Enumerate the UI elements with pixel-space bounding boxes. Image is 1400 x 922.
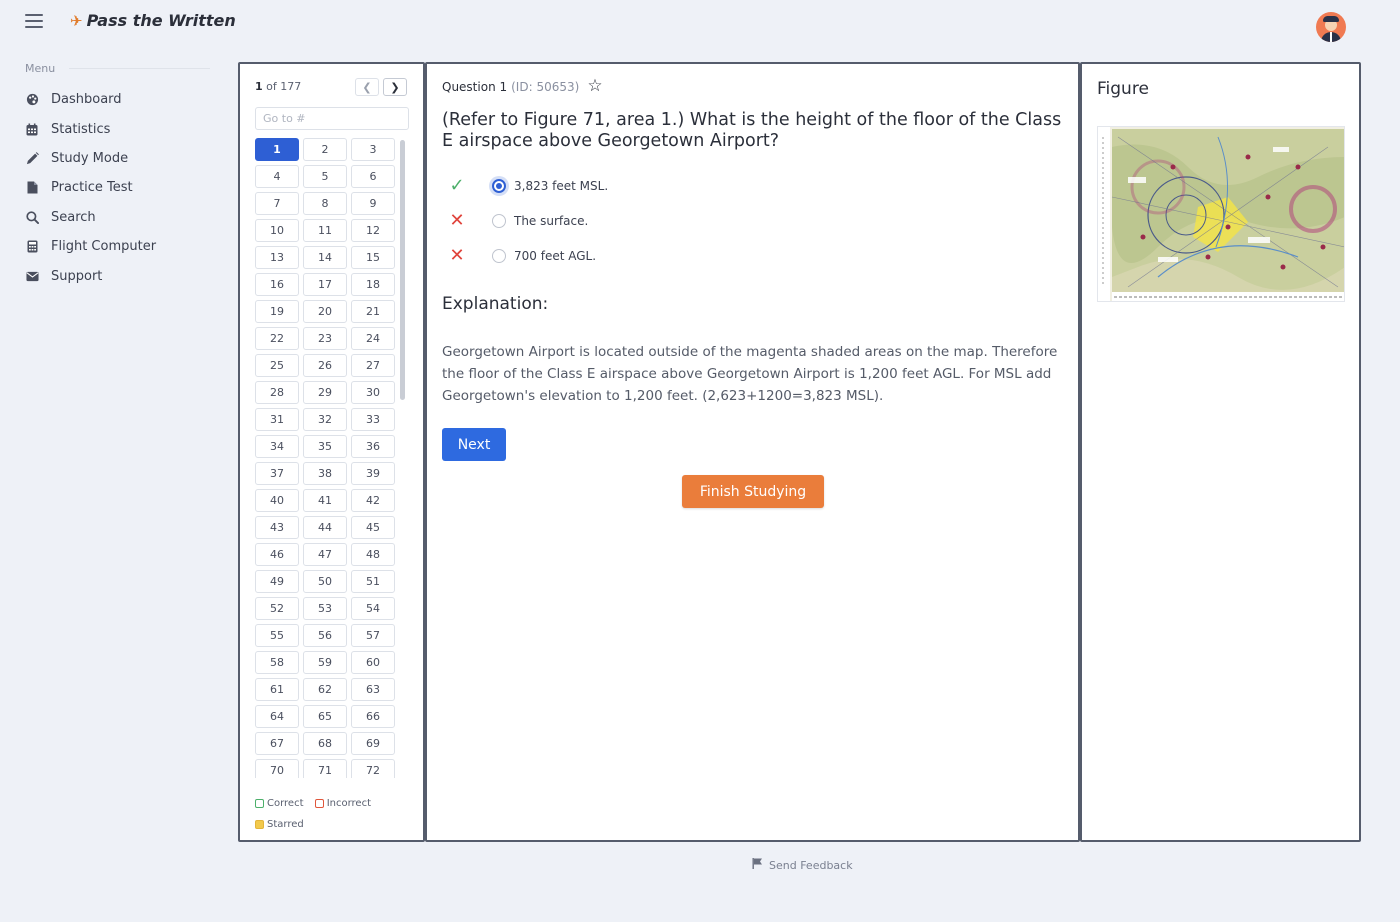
question-number-button[interactable]: 71 (303, 759, 347, 778)
menu-heading: Menu (25, 62, 210, 75)
answer-option[interactable] (442, 203, 608, 238)
question-number-button[interactable]: 50 (303, 570, 347, 593)
question-number-button[interactable]: 53 (303, 597, 347, 620)
sidebar-item-dashboard[interactable] (25, 85, 156, 114)
chevron-left-icon: ❮ (362, 80, 372, 94)
question-panel (425, 62, 1080, 842)
question-number-button[interactable]: 45 (351, 516, 395, 539)
question-number-button[interactable]: 61 (255, 678, 299, 701)
question-number-button[interactable]: 64 (255, 705, 299, 728)
answer-label: 3,823 feet MSL. (514, 178, 609, 193)
question-number-button[interactable]: 12 (351, 219, 395, 242)
question-number-button[interactable]: 7 (255, 192, 299, 215)
question-number-button[interactable]: 51 (351, 570, 395, 593)
sidebar-item-label: Practice Test (51, 180, 133, 196)
question-label: Question 1 (442, 79, 508, 94)
question-number-button[interactable]: 10 (255, 219, 299, 242)
question-number-button[interactable]: 6 (351, 165, 395, 188)
question-number-button[interactable]: 42 (351, 489, 395, 512)
question-grid (255, 138, 411, 778)
question-number-button[interactable]: 68 (303, 732, 347, 755)
navigator-arrows (355, 78, 407, 96)
question-number-button[interactable]: 20 (303, 300, 347, 323)
question-number-button[interactable]: 43 (255, 516, 299, 539)
question-header (442, 78, 603, 95)
question-number-button[interactable]: 15 (351, 246, 395, 269)
goto-question-input[interactable] (255, 107, 409, 130)
question-number-button[interactable]: 31 (255, 408, 299, 431)
question-number-button[interactable]: 23 (303, 327, 347, 350)
question-number-button[interactable]: 35 (303, 435, 347, 458)
question-number-button[interactable]: 30 (351, 381, 395, 404)
question-number-button[interactable]: 40 (255, 489, 299, 512)
total-questions: of 177 (266, 80, 302, 93)
question-number-button[interactable]: 41 (303, 489, 347, 512)
question-number-button[interactable]: 36 (351, 435, 395, 458)
question-number-button[interactable]: 47 (303, 543, 347, 566)
document-icon (25, 181, 39, 195)
explanation-text: Georgetown Airport is located outside of the magenta shaded areas on the map. Therefore the floor of the Class E airspace above Georgetown Airport is 1,200 feet AGL. For MSL add Georgetown's elevation to 1,200 feet. (2,623+1200=3,823 MSL). (442, 344, 1058, 404)
answer-label: 700 feet AGL. (514, 248, 597, 263)
figure-heading: Figure (1097, 79, 1149, 99)
palette-icon (25, 93, 39, 107)
figure-panel (1080, 62, 1361, 842)
question-id: (ID: 50653) (511, 79, 580, 94)
answer-option[interactable] (442, 168, 608, 203)
plane-logo-icon: ✈ (70, 11, 83, 30)
question-number-button[interactable]: 17 (303, 273, 347, 296)
legend-incorrect (315, 794, 371, 813)
question-number-button[interactable]: 49 (255, 570, 299, 593)
legend-starred (255, 815, 304, 834)
starred-swatch (255, 820, 264, 829)
user-avatar[interactable] (1316, 12, 1346, 42)
question-number-button[interactable]: 55 (255, 624, 299, 647)
chevron-right-icon: ❯ (390, 80, 400, 94)
question-number-button[interactable]: 48 (351, 543, 395, 566)
question-number-button[interactable]: 14 (303, 246, 347, 269)
question-number-button[interactable]: 32 (303, 408, 347, 431)
question-number-button[interactable]: 24 (351, 327, 395, 350)
question-number-button[interactable]: 34 (255, 435, 299, 458)
envelope-icon (25, 269, 39, 283)
question-number-button[interactable]: 60 (351, 651, 395, 674)
question-number-button[interactable]: 65 (303, 705, 347, 728)
question-number-button[interactable]: 19 (255, 300, 299, 323)
next-question-button[interactable] (383, 78, 407, 96)
sidebar-item-flight-computer[interactable] (25, 232, 156, 261)
explanation-heading: Explanation: (442, 294, 549, 314)
question-number-button[interactable]: 72 (351, 759, 395, 778)
question-number-button[interactable]: 16 (255, 273, 299, 296)
star-icon[interactable]: ☆ (587, 76, 603, 96)
x-mark-icon: ✕ (449, 245, 465, 266)
sidebar-item-support[interactable] (25, 261, 156, 290)
prev-question-button[interactable] (355, 78, 379, 96)
sidebar-menu (25, 85, 156, 291)
correct-swatch (255, 799, 264, 808)
sidebar-item-label: Study Mode (51, 150, 129, 166)
calculator-icon (25, 240, 39, 254)
sidebar-item-statistics[interactable] (25, 114, 156, 143)
sidebar-item-label: Dashboard (51, 92, 122, 108)
sidebar-item-label: Flight Computer (51, 239, 157, 255)
sidebar-item-label: Search (51, 209, 96, 225)
app-title: Pass the Written (86, 11, 236, 30)
sectional-chart-thumbnail[interactable] (1097, 126, 1345, 302)
question-counter (255, 80, 301, 93)
menu-toggle-icon[interactable] (25, 14, 43, 28)
question-number-button[interactable]: 26 (303, 354, 347, 377)
legend-correct (255, 794, 304, 813)
checkmark-icon: ✓ (449, 175, 465, 196)
answer-label: The surface. (514, 213, 589, 228)
status-legend (255, 794, 415, 836)
question-grid-scrollbar[interactable] (400, 140, 405, 400)
question-text: (Refer to Figure 71, area 1.) What is the height of the floor of the Class E airspace above Georgetown Airport? (442, 110, 1062, 151)
send-feedback-label: Send Feedback (769, 858, 853, 872)
question-number-button[interactable]: 46 (255, 543, 299, 566)
sidebar-item-label: Support (51, 268, 103, 284)
question-number-button[interactable]: 3 (351, 138, 395, 161)
sidebar-item-study-mode[interactable] (25, 144, 156, 173)
question-number-button[interactable]: 58 (255, 651, 299, 674)
search-icon (25, 210, 39, 224)
question-number-button[interactable]: 27 (351, 354, 395, 377)
question-number-button[interactable]: 59 (303, 651, 347, 674)
answer-radio[interactable] (492, 214, 506, 228)
question-number-button[interactable]: 38 (303, 462, 347, 485)
sidebar-item-search[interactable] (25, 203, 156, 232)
calendar-icon (25, 122, 39, 136)
legend-incorrect-label: Incorrect (326, 798, 371, 809)
question-number-button[interactable]: 9 (351, 192, 395, 215)
sidebar-item-practice-test[interactable] (25, 173, 156, 202)
flag-icon (752, 858, 763, 872)
question-number-button[interactable]: 29 (303, 381, 347, 404)
question-number-button[interactable]: 44 (303, 516, 347, 539)
avatar-tie (1330, 32, 1332, 42)
app-logo[interactable] (70, 11, 236, 30)
question-number-button[interactable]: 2 (303, 138, 347, 161)
avatar-cap (1323, 16, 1339, 22)
question-number-button[interactable]: 52 (255, 597, 299, 620)
x-mark-icon: ✕ (449, 210, 465, 231)
legend-starred-label: Starred (267, 819, 304, 830)
answer-radio[interactable] (492, 179, 506, 193)
question-number-button[interactable]: 13 (255, 246, 299, 269)
question-number-button[interactable]: 25 (255, 354, 299, 377)
question-number-button[interactable]: 28 (255, 381, 299, 404)
answer-radio[interactable] (492, 249, 506, 263)
finish-studying-button[interactable]: Finish Studying (682, 475, 824, 508)
question-navigator (238, 62, 425, 842)
question-number-button[interactable]: 57 (351, 624, 395, 647)
question-number-button[interactable]: 66 (351, 705, 395, 728)
answer-list (442, 168, 608, 273)
legend-correct-label: Correct (267, 798, 304, 809)
question-number-button[interactable]: 1 (255, 138, 299, 161)
answer-option[interactable] (442, 238, 608, 273)
question-grid-scroll[interactable] (255, 138, 411, 778)
question-number-button[interactable]: 39 (351, 462, 395, 485)
question-number-button[interactable]: 22 (255, 327, 299, 350)
sectional-chart-image (1098, 127, 1345, 302)
question-number-button[interactable]: 56 (303, 624, 347, 647)
question-number-button[interactable]: 62 (303, 678, 347, 701)
question-number-button[interactable]: 67 (255, 732, 299, 755)
question-number-button[interactable]: 4 (255, 165, 299, 188)
question-number-button[interactable]: 63 (351, 678, 395, 701)
sidebar-item-label: Statistics (51, 121, 111, 137)
send-feedback-link[interactable] (752, 858, 853, 872)
question-number-button[interactable]: 54 (351, 597, 395, 620)
incorrect-swatch (315, 799, 324, 808)
pencil-icon (25, 151, 39, 165)
question-number-button[interactable]: 18 (351, 273, 395, 296)
question-number-button[interactable]: 11 (303, 219, 347, 242)
question-number-button[interactable]: 37 (255, 462, 299, 485)
question-number-button[interactable]: 8 (303, 192, 347, 215)
question-number-button[interactable]: 5 (303, 165, 347, 188)
question-number-button[interactable]: 21 (351, 300, 395, 323)
current-question-number: 1 (255, 80, 263, 93)
question-number-button[interactable]: 69 (351, 732, 395, 755)
question-number-button[interactable]: 70 (255, 759, 299, 778)
question-number-button[interactable]: 33 (351, 408, 395, 431)
next-button[interactable]: Next (442, 428, 506, 461)
